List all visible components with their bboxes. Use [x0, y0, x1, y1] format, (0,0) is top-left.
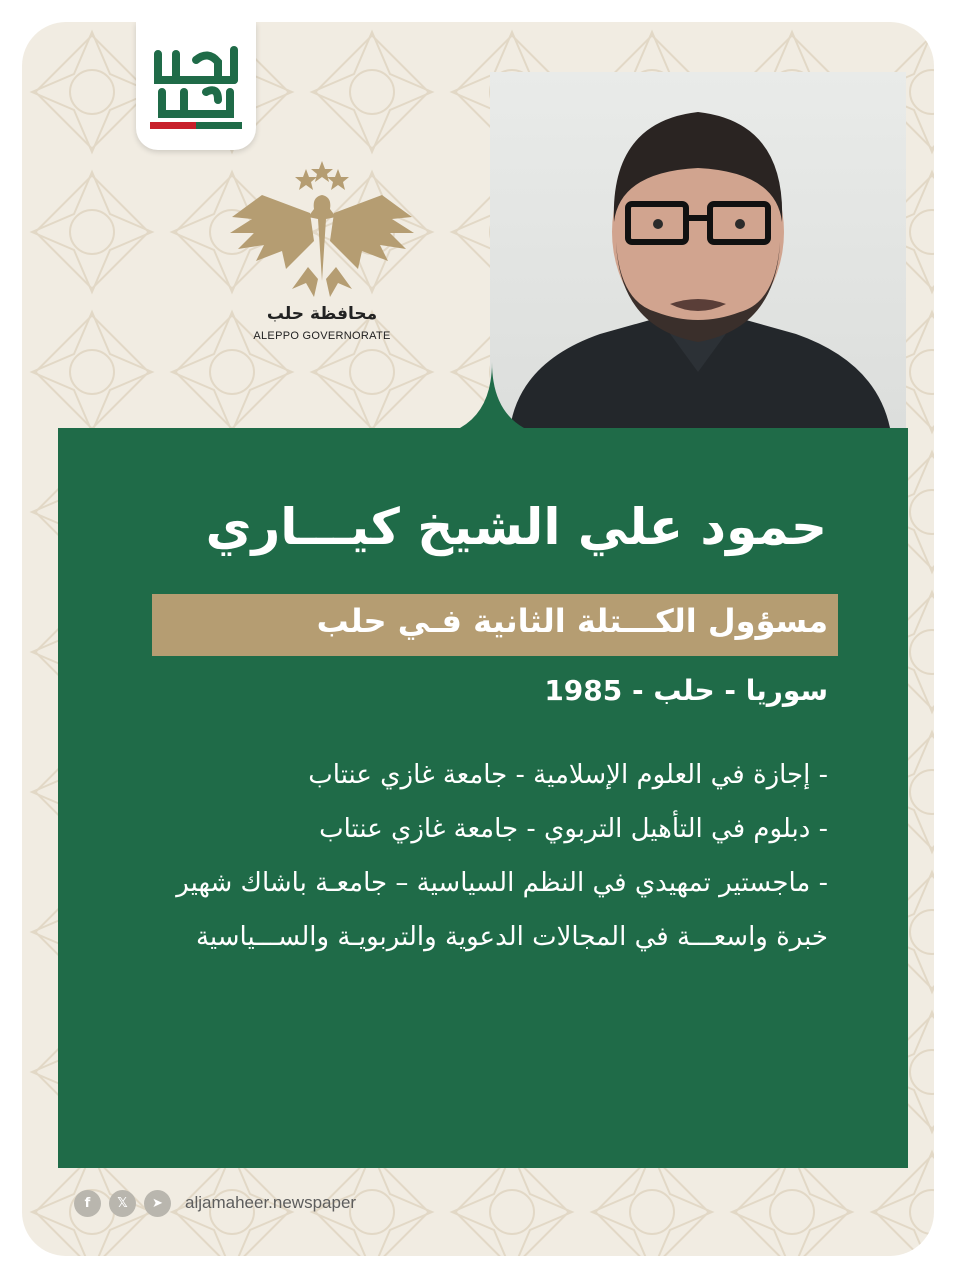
newspaper-logo-icon [148, 40, 244, 132]
governorate-name-arabic: محافظة حلب [266, 304, 378, 324]
person-name: حمود علي الشيخ كيـــاري [205, 498, 827, 556]
news-card [22, 22, 934, 1256]
person-role: مسؤول الكـــتلة الثانية فـي حلب [316, 602, 828, 640]
list-item: - دبلوم في التأهيل التربوي - جامعة غازي عنتاب [319, 814, 828, 844]
telegram-icon[interactable]: ➤ [144, 1190, 171, 1217]
x-icon[interactable]: 𝕏 [109, 1190, 136, 1217]
eagle-emblem-icon [222, 157, 422, 307]
qualifications-list [102, 748, 828, 964]
birth-info: سوريا - حلب - 1985 [544, 674, 828, 707]
social-footer [74, 1186, 356, 1220]
social-handle[interactable]: aljamaheer.newspaper [185, 1193, 357, 1212]
list-item: - إجازة في العلوم الإسلامية - جامعة غازي عنتاب [308, 760, 828, 790]
governorate-name-english: ALEPPO GOVERNORATE [253, 330, 391, 342]
facebook-icon[interactable]: f [74, 1190, 101, 1217]
list-item: - ماجستير تمهيدي في النظم السياسية – جامعـة باشاك شهير [176, 868, 828, 898]
newspaper-logo-badge [136, 22, 256, 150]
list-item: خبرة واسعـــة في المجالات الدعوية والتربويـة والســـياسية [195, 922, 828, 952]
